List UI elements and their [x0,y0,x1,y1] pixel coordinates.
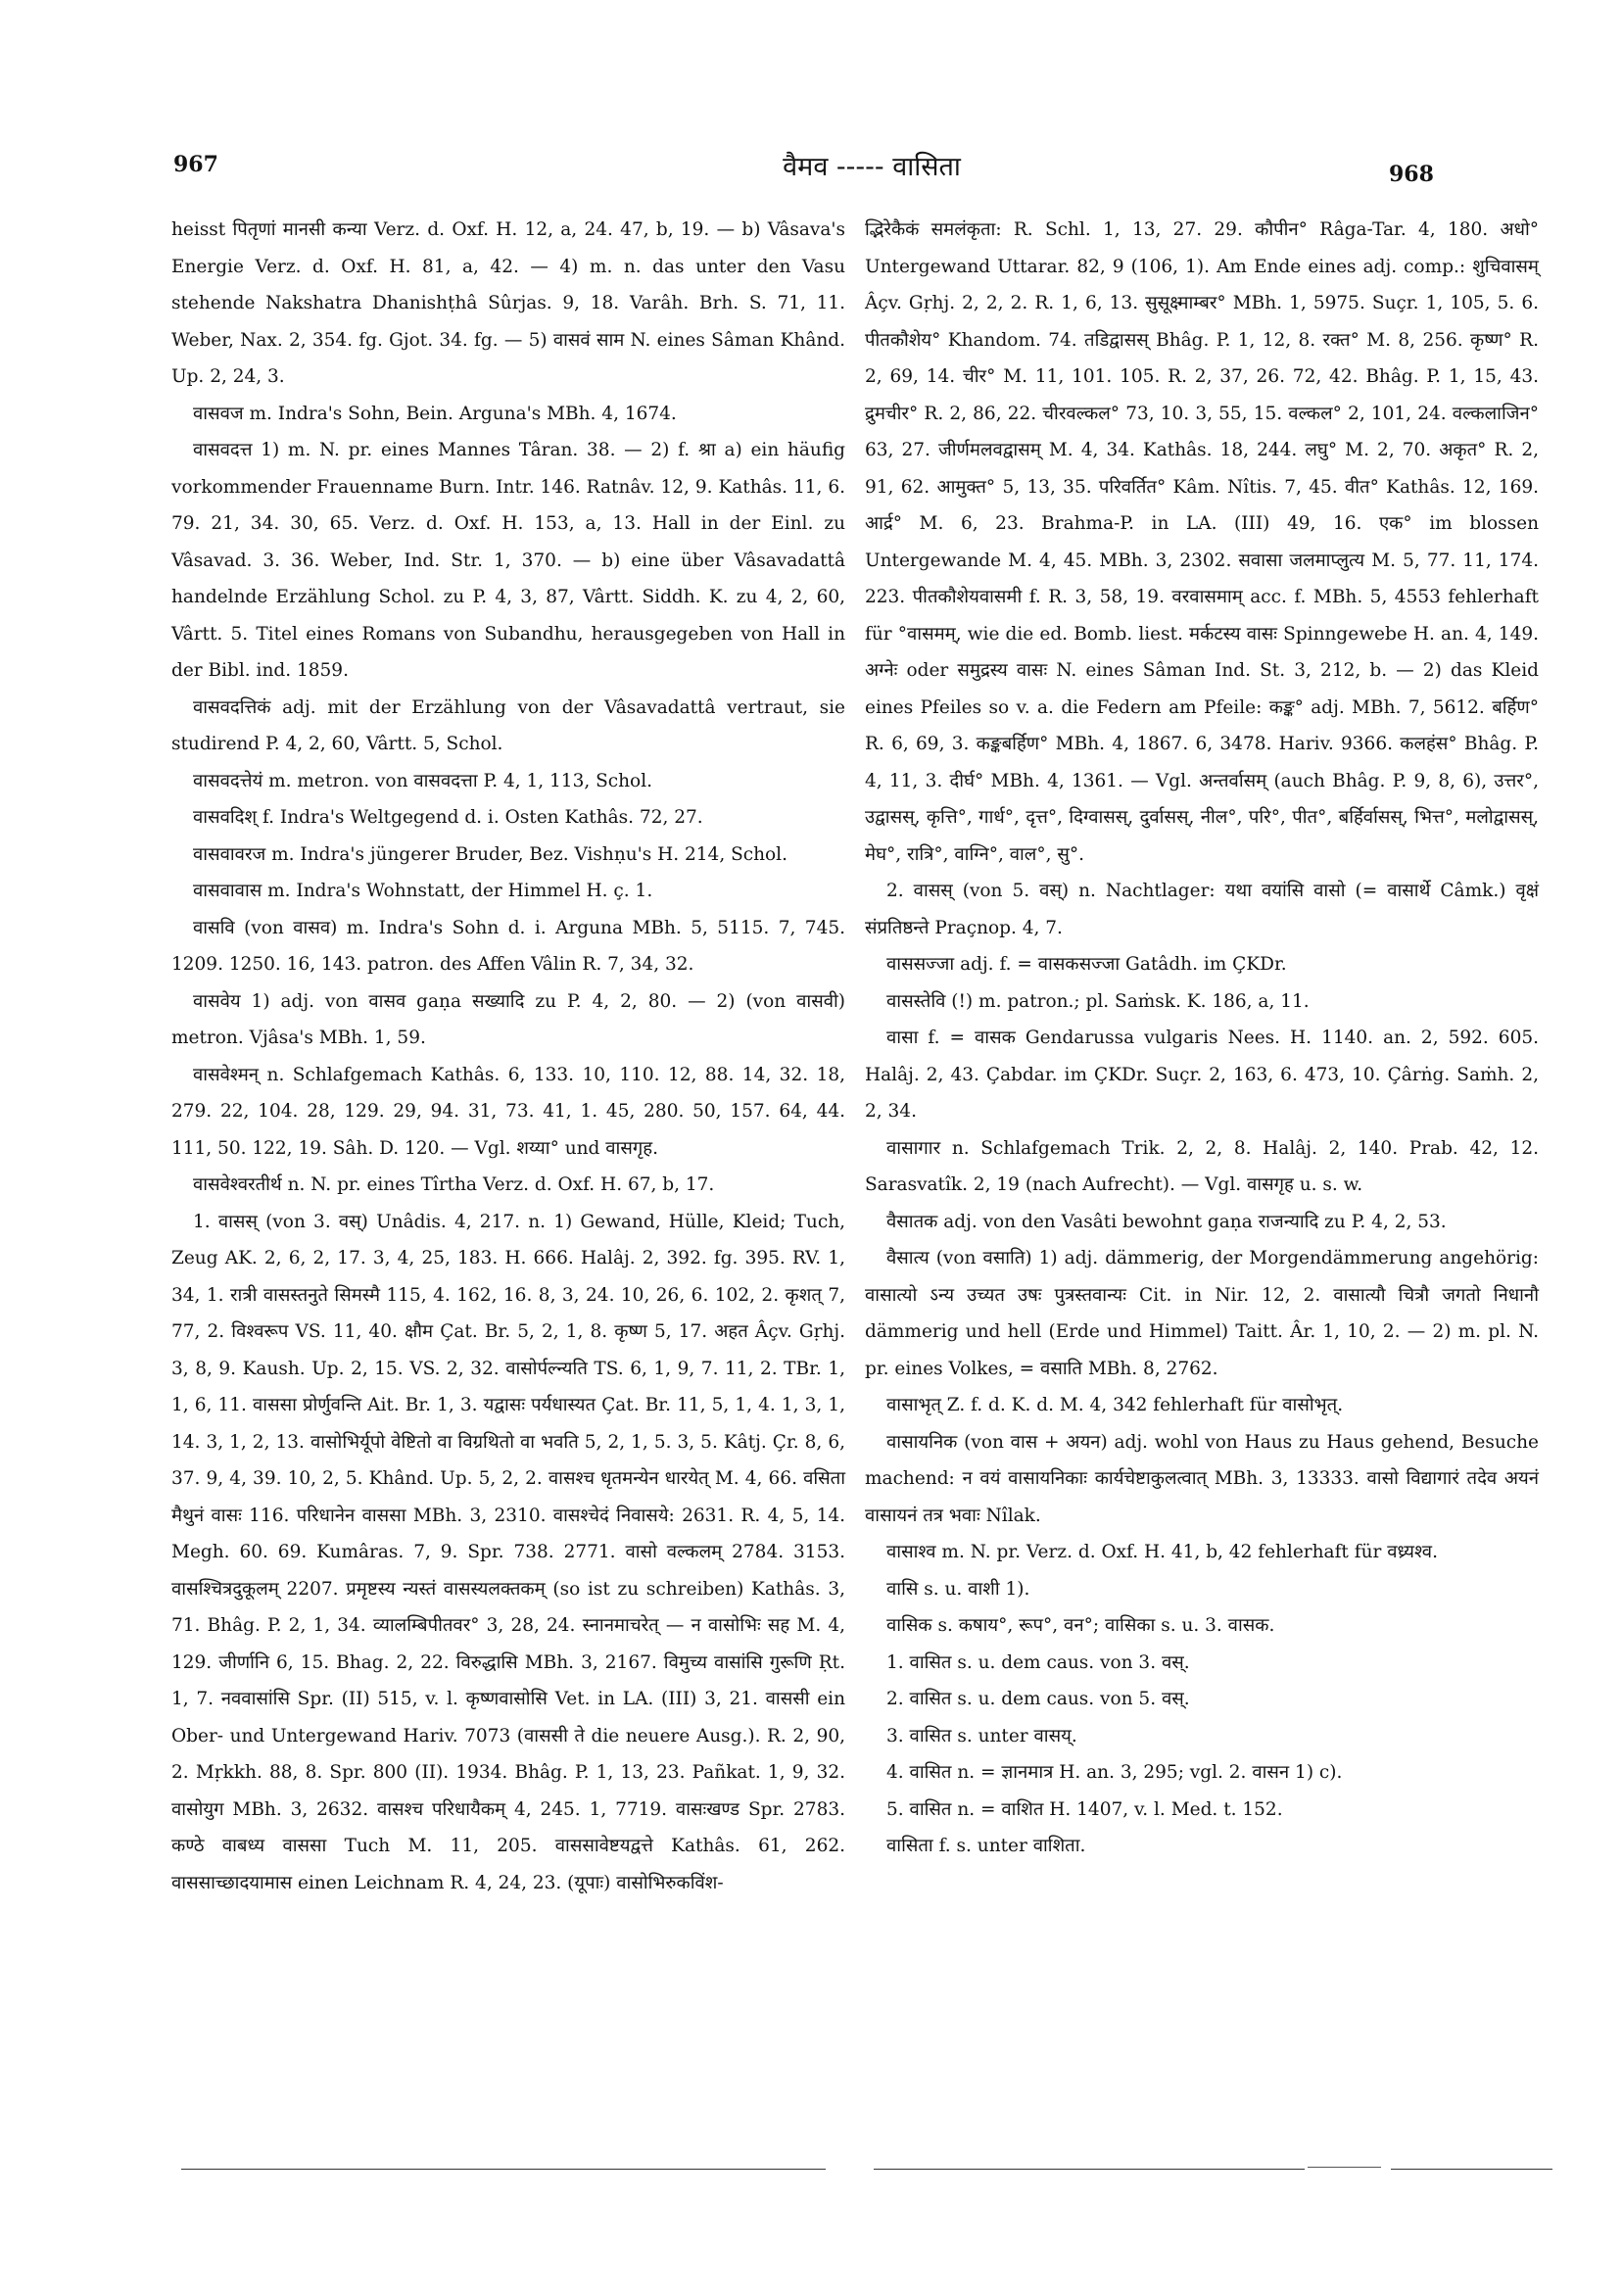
entry-paragraph: 2. वासित s. u. dem caus. von 5. वस्. [886,1689,1190,1709]
entry-paragraph: 1. वासित s. u. dem caus. von 3. वस्. [886,1651,1190,1673]
entry-paragraph: वासवज m. Indra's Sohn, Bein. Arguna's MBh. 4, 1674. [193,403,677,424]
footer-rule [874,2169,1305,2170]
entry-paragraph: वासस्तेवि (!) m. patron.; pl. Saṁsk. K. 186, a, 11. [886,990,1310,1012]
right-column [865,212,1539,1865]
footer-rule [1391,2169,1552,2170]
entry-paragraph: वासवदत्तिकं adj. mit der Erzählung von der Vâsavadattâ vertraut, sie studirend P. 4, 2, 60, Vârtt. 5, Schol. [171,696,845,754]
entry-paragraph: वासिक s. कषाय°, रूप°, वन°; वासिका s. u. 3. वासक. [886,1615,1275,1636]
entry-paragraph: वासाश्व m. N. pr. Verz. d. Oxf. H. 41, b, 42 fehlerhaft für वध्र्यश्व. [886,1542,1438,1562]
entry-paragraph: heisst पितृणां मानसी कन्या Verz. d. Oxf. H. 12, a, 24. 47, b, 19. — b) Vâsava's Energie Verz. d. Oxf. H. 81, a, 42. — 4) m. n. das unter den Vasu stehende Nakshatra Dhanishṭhâ Sûrjas. 9, 18. Varâh. Brh. S. 71, 11. Weber, Nax. 2, 354. fg. Gjot. 34. fg. — 5) वासवं साम N. eines Sâman Khând. Up. 2, 24, 3. [171,219,845,387]
entry-paragraph: वासि s. u. वाशी 1). [886,1578,1030,1600]
page-number-right: 968 [1389,162,1434,187]
footer-rule [1308,2167,1381,2168]
page-title: वैमव ----- वासिता [783,152,961,182]
entry-paragraph: वासाभृत् Z. f. d. K. d. M. 4, 342 fehlerhaft für वासोभृत्. [886,1395,1344,1415]
footer-rule [181,2169,826,2170]
entry-paragraph: वासागार n. Schlafgemach Trik. 2, 2, 8. Halâj. 2, 140. Prab. 42, 12. Sarasvatîk. 2, 19 (nach Aufrecht). — Vgl. वासगृह u. s. w. [865,1137,1539,1195]
entry-paragraph: वासवदत्त 1) m. N. pr. eines Mannes Târan. 38. — 2) f. श्रा a) ein häufig vorkommender Frauenname Burn. Intr. 146. Ratnâv. 12, 9. Kathâs. 11, 6. 79. 21, 34. 30, 65. Verz. d. Oxf. H. 153, a, 13. Hall in der Einl. zu Vâsavad. 3. 36. Weber, Ind. Str. 1, 370. — b) eine über Vâsavadattâ handelnde Erzählung Schol. zu P. 4, 3, 87, Vârtt. Siddh. K. zu 4, 2, 60, Vârtt. 5. Titel eines Romans von Subandhu, herausgegeben von Hall in der Bibl. ind. 1859. [171,440,845,681]
entry-paragraph: वासा f. = वासक Gendarussa vulgaris Nees. H. 1140. an. 2, 592. 605. Halâj. 2, 43. Çabdar. im ÇKDr. Suçr. 2, 163, 6. 473, 10. Çârṅg. Saṁh. 2, 2, 34. [865,1028,1539,1122]
entry-paragraph: वासवेश्वरतीर्थ n. N. pr. eines Tîrtha Verz. d. Oxf. H. 67, b, 17. [193,1174,715,1195]
entry-paragraph: 1. वासस् (von 3. वस्) Unâdis. 4, 217. n. 1) Gewand, Hülle, Kleid; Tuch, Zeug AK. 2, 6, 2, 17. 3, 4, 25, 183. H. 666. Halâj. 2, 392. fg. 395. RV. 1, 34, 1. रात्री वासस्तनुते सिमस्मै 115, 4. 162, 16. 8, 3, 24. 10, 26, 6. 102, 2. कृशत् 7, 77, 2. विश्वरूप VS. 11, 40. क्षौम Çat. Br. 5, 2, 1, 8. कृष्ण 5, 17. अहत Âçv. Gṛhj. 3, 8, 9. Kaush. Up. 2, 15. VS. 2, 32. वासोर्पल्न्यति TS. 6, 1, 9, 7. 11, 2. TBr. 1, 1, 6, 11. वाससा प्रोर्णुवन्ति Ait. Br. 1, 3. यद्वासः पर्यधास्यत Çat. Br. 11, 5, 1, 4. 1, 3, 1, 14. 3, 1, 2, 13. वासोभिर्यूपो वेष्टितो वा विग्रथितो वा भवति 5, 2, 1, 5. 3, 5. Kâtj. Çr. 8, 6, 37. 9, 4, 39. 10, 2, 5. Khând. Up. 5, 2, 2. वासश्च धृतमन्येन धारयेत् M. 4, 66. वसिता मैथुनं वासः 116. परिधानेन वाससा MBh. 3, 2310. वासश्चेदं निवासये: 2631. R. 4, 5, 14. Megh. 60. 69. Kumâras. 7, 9. Spr. 738. 2771. वासो वल्कलम् 2784. 3153. वासश्चित्रदुकूलम् 2207. प्रमृष्टस्य न्यस्तं वासस्यलक्तकम् (so ist zu schreiben) Kathâs. 3, 71. Bhâg. P. 2, 1, 34. व्यालम्बिपीतवर° 3, 28, 24. स्नानमाचरेत् — न वासोभिः सह M. 4, 129. जीर्णानि 6, 15. Bhag. 2, 22. विरुद्धासि MBh. 3, 2167. विमुच्य वासांसि गुरूणि Ṛt. 1, 7. नववासांसि Spr. (II) 515, v. l. कृष्णवासोसि Vet. in LA. (III) 3, 21. वाससी ein Ober- und Untergewand Hariv. 7073 (वाससी ते die neuere Ausg.). R. 2, 90, 2. Mṛkkh. 88, 8. Spr. 800 (II). 1934. Bhâg. P. 1, 13, 23. Pañkat. 1, 9, 32. वासोयुग MBh. 3, 2632. वासश्च परिधायैकम् 4, 245. 1, 7719. वासःखण्ड Spr. 2783. कण्ठे वाबध्य वाससा Tuch M. 11, 205. वाससावेष्टयद्वत्ते Kathâs. 61, 262. वाससाच्छादयामास einen Leichnam R. 4, 24, 23. (यूपाः) वासोभिरुकविंश- [171,1211,845,1893]
entry-paragraph: वैसातक adj. von den Vasâti bewohnt gaṇa राजन्यादि zu P. 4, 2, 53. [886,1211,1447,1232]
page-number-left: 967 [173,152,218,177]
entry-paragraph: 4. वासित n. = ज्ञानमात्र H. an. 3, 295; vgl. 2. वासन 1) c). [886,1762,1343,1783]
entry-paragraph: 2. वासस् (von 5. वस्) n. Nachtlager: यथा वयांसि वासो (= वासार्थे Câmk.) वृक्षं संप्रतिष्ठन्ते Praçnop. 4, 7. [865,881,1539,938]
entry-paragraph: वासवावास m. Indra's Wohnstatt, der Himmel H. ç. 1. [193,881,653,901]
entry-paragraph: 5. वासित n. = वाशित H. 1407, v. l. Med. t. 152. [886,1798,1283,1820]
left-column [171,212,845,1901]
entry-paragraph: वासवदत्तेयं m. metron. von वासवदत्ता P. 4, 1, 113, Schol. [193,770,652,791]
entry-paragraph: वासवेश्मन् n. Schlafgemach Kathâs. 6, 133. 10, 110. 12, 88. 14, 32. 18, 279. 22, 104. 28, 129. 29, 94. 31, 73. 41, 1. 45, 280. 50, 157. 64, 44. 111, 50. 122, 19. Sâh. D. 120. — Vgl. शय्या° und वासगृह. [171,1064,845,1159]
entry-paragraph: वासवावरज m. Indra's jüngerer Bruder, Bez. Vishṇu's H. 214, Schol. [193,843,787,865]
entry-paragraph: वासवि (von वासव) m. Indra's Sohn d. i. Arguna MBh. 5, 5115. 7, 745. 1209. 1250. 16, 143. patron. des Affen Vâlin R. 7, 34, 32. [171,917,845,975]
entry-paragraph: द्भिरेकैकं समलंकृता: R. Schl. 1, 13, 27. 29. कौपीन° Râga-Tar. 4, 180. अधो° Untergewand Uttarar. 82, 9 (106, 1). Am Ende eines adj. comp.: शुचिवासम् Âçv. Gṛhj. 2, 2, 2. R. 1, 6, 13. सुसूक्ष्माम्बर° MBh. 1, 5975. Suçr. 1, 105, 5. 6. पीतकौशेय° Khandom. 74. तडिद्वासस् Bhâg. P. 1, 12, 8. रक्त° M. 8, 256. कृष्ण° R. 2, 69, 14. चीर° M. 11, 101. 105. R. 2, 37, 26. 72, 42. Bhâg. P. 1, 15, 43. द्रुमचीर° R. 2, 86, 22. चीरवल्कल° 73, 10. 3, 55, 15. वल्कल° 2, 101, 24. वल्कलाजिन° 63, 27. जीर्णमलवद्वासम् M. 4, 34. Kathâs. 18, 244. लघु° M. 2, 70. अकृत° R. 2, 91, 62. आमुक्त° 5, 13, 35. परिवर्तित° Kâm. Nîtis. 7, 45. वीत° Kathâs. 12, 169. आर्द्र° M. 6, 23. Brahma-P. in LA. (III) 49, 16. एक° im blossen Untergewande M. 4, 45. MBh. 3, 2302. सवासा जलमाप्लुत्य M. 5, 77. 11, 174. 223. पीतकौशेयवासमी f. R. 3, 58, 19. वरवासमाम् acc. f. MBh. 5, 4553 fehlerhaft für °वासमम्, wie die ed. Bomb. liest. मर्कटस्य वासः Spinngewebe H. an. 4, 149. अग्नेः oder समुद्रस्य वासः N. eines Sâman Ind. St. 3, 212, b. — 2) das Kleid eines Pfeiles so v. a. die Federn am Pfeile: कङ्क° adj. MBh. 7, 5612. बर्हिण° R. 6, 69, 3. कङ्कबर्हिण° MBh. 4, 1867. 6, 3478. Hariv. 9366. कलहंस° Bhâg. P. 4, 11, 3. दीर्घ° MBh. 4, 1361. — Vgl. अन्तर्वासम् (auch Bhâg. P. 9, 8, 6), उत्तर°, उद्वासस्, कृत्ति°, गार्ध°, दृत्त°, दिग्वासस्, दुर्वासस्, नील°, परि°, पीत°, बर्हिर्वासस्, भित्त°, मलोद्वासस्, मेघ°, रात्रि°, वाग्नि°, वाल°, सु°. [865,219,1539,865]
entry-paragraph: 3. वासित s. unter वासय्. [886,1725,1077,1746]
entry-paragraph: वैसात्य (von वसाति) 1) adj. dämmerig, der Morgendämmerung angehörig: वासात्यो ऽन्य उच्यत उषः पुत्रस्तवान्यः Cit. in Nir. 12, 2. वासात्यौ चित्रौ जगतो निधानौ dämmerig und hell (Erde und Himmel) Taitt. Âr. 1, 10, 2. — 2) m. pl. N. pr. eines Volkes, = वसाति MBh. 8, 2762. [865,1248,1539,1379]
entry-paragraph: वासवेय 1) adj. von वासव gaṇa सख्यादि zu P. 4, 2, 80. — 2) (von वासवी) metron. Vjâsa's MBh. 1, 59. [171,990,845,1048]
entry-paragraph: वाससज्जा adj. f. = वासकसज्जा Gatâdh. im ÇKDr. [886,954,1287,975]
entry-paragraph: वासवदिश् f. Indra's Weltgegend d. i. Osten Kathâs. 72, 27. [193,807,703,828]
entry-paragraph: वासिता f. s. unter वाशिता. [886,1836,1086,1856]
entry-paragraph: वासायनिक (von वास + अयन) adj. wohl von Haus zu Haus gehend, Besuche machend: न वयं वासायनिकाः कार्यचेष्टाकुलत्वात् MBh. 3, 13333. वासो विद्यागारं तदेव अयनं वासायनं तत्र भवाः Nîlak. [865,1431,1539,1526]
